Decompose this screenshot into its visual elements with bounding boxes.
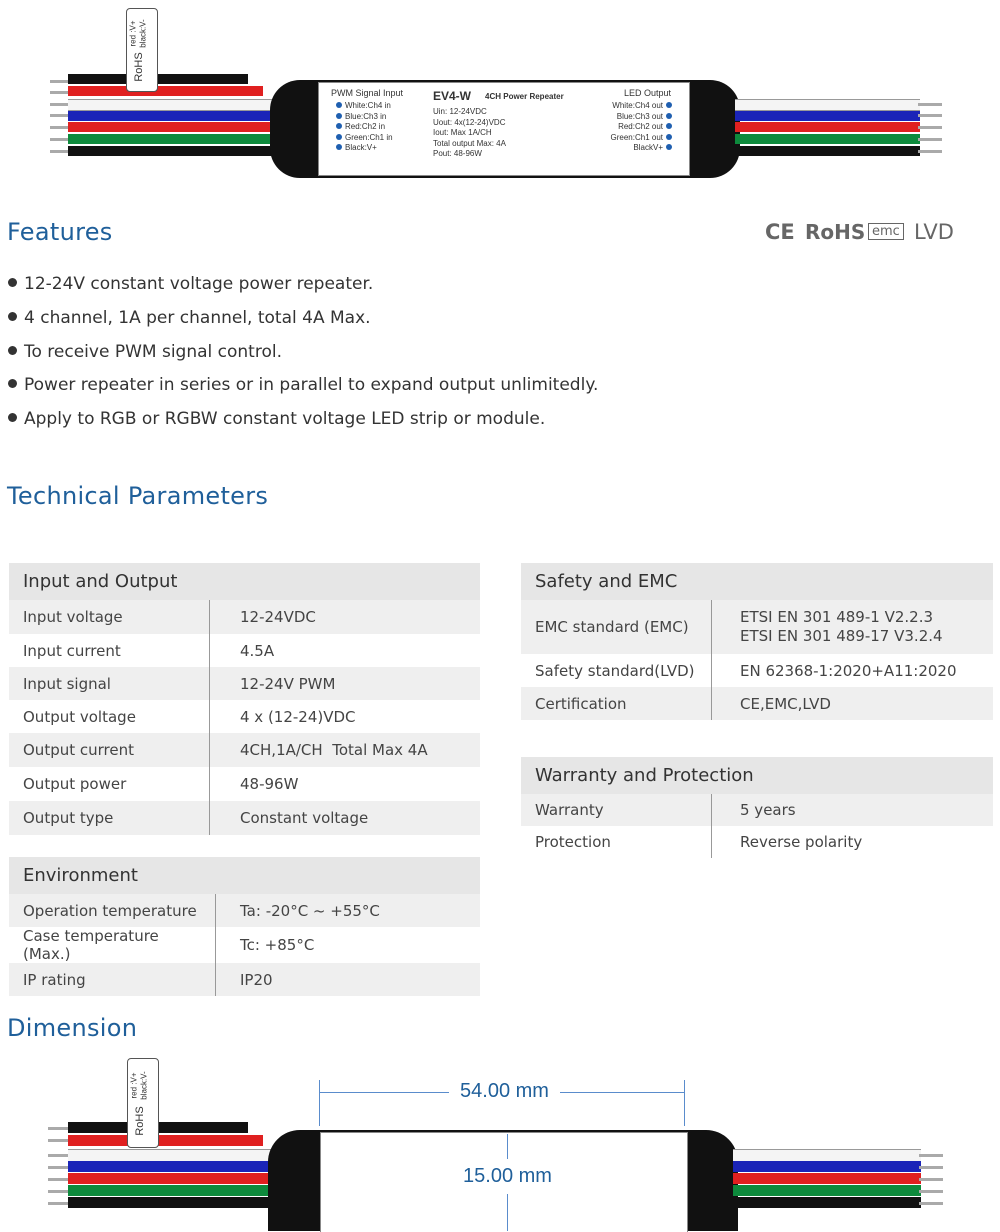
- input-title: PWM Signal Input: [331, 88, 404, 98]
- label-line: Red:Ch2 in: [333, 122, 393, 133]
- spec-line: Total output Max: 4A: [433, 138, 506, 148]
- bullet-icon: [8, 413, 17, 422]
- param-value: 5 years: [712, 794, 994, 826]
- length-label: 54.00 mm: [460, 1080, 549, 1102]
- blue-dot-icon: [336, 134, 342, 140]
- device-label: [318, 82, 690, 176]
- feature-item: Apply to RGB or RGBW constant voltage LED strip or module.: [8, 409, 545, 429]
- output-list: [611, 101, 675, 154]
- feature-item: Power repeater in series or in parallel to expand output unlimitedly.: [8, 375, 598, 395]
- table-header: Environment: [9, 857, 480, 894]
- safety-emc-table: [521, 563, 993, 720]
- param-key: Certification: [521, 687, 712, 720]
- feature-item: To receive PWM signal control.: [8, 342, 282, 362]
- param-key: Input voltage: [9, 600, 210, 634]
- bullet-icon: [8, 278, 17, 287]
- rohs-mark: RoHS: [805, 220, 866, 244]
- label-line: Black:V+: [333, 143, 393, 154]
- param-key: Output type: [9, 801, 210, 835]
- bullet-icon: [8, 379, 17, 388]
- warranty-table: [521, 757, 993, 858]
- param-value: Ta: -20°C ~ +55°C: [216, 894, 481, 927]
- table-header: Warranty and Protection: [521, 757, 993, 794]
- environment-table: [9, 857, 480, 996]
- width-dimension-line: [507, 1194, 508, 1231]
- length-dimension-line: [319, 1080, 320, 1126]
- feature-item: 4 channel, 1A per channel, total 4A Max.: [8, 308, 371, 328]
- blue-dot-icon: [666, 102, 672, 108]
- bullet-icon: [8, 346, 17, 355]
- param-value: 12-24V PWM: [210, 667, 481, 700]
- spec-line: Uin: 12-24VDC: [433, 107, 487, 116]
- dimension-title: Dimension: [7, 1014, 138, 1042]
- length-dimension-line: [560, 1092, 684, 1093]
- spec-list: [433, 107, 506, 160]
- width-label: 15.00 mm: [463, 1165, 552, 1187]
- blue-dot-icon: [336, 113, 342, 119]
- rohs-tag: [126, 8, 158, 92]
- rohs-tag-text: RoHS: [133, 52, 145, 82]
- blue-dot-icon: [666, 134, 672, 140]
- param-value: [712, 600, 994, 654]
- table-header: Safety and EMC: [521, 563, 993, 600]
- table-header: Input and Output: [9, 563, 480, 600]
- param-value: 4CH,1A/CH Total Max 4A: [210, 733, 481, 767]
- features-title: Features: [7, 218, 113, 246]
- param-value: CE,EMC,LVD: [712, 687, 994, 720]
- param-key: Output power: [9, 767, 210, 801]
- param-value: IP20: [216, 963, 481, 996]
- rohs-tag-black: black:V-: [139, 1071, 149, 1100]
- input-list: [333, 101, 393, 154]
- blue-dot-icon: [666, 113, 672, 119]
- rohs-tag-red: red :V+: [129, 1072, 139, 1099]
- param-value: Constant voltage: [210, 801, 481, 835]
- label-line: Green:Ch1 out: [611, 133, 675, 144]
- blue-dot-icon: [336, 123, 342, 129]
- blue-dot-icon: [666, 144, 672, 150]
- param-key: Protection: [521, 826, 712, 858]
- emc-standard-1: ETSI EN 301 489-1 V2.2.3: [740, 608, 934, 626]
- ce-mark: CE: [765, 220, 795, 244]
- param-key: Warranty: [521, 794, 712, 826]
- input-output-table: [9, 563, 480, 835]
- label-line: Blue:Ch3 in: [333, 112, 393, 123]
- dimension-illustration: [0, 1050, 1000, 1231]
- model-name: EV4-W: [433, 89, 472, 103]
- spec-line: Uout: 4x(12-24)VDC: [433, 117, 506, 127]
- param-key: Input signal: [9, 667, 210, 700]
- length-dimension-line: [319, 1092, 449, 1093]
- spec-line: Pout: 48-96W: [433, 149, 482, 159]
- param-key: IP rating: [9, 963, 216, 996]
- label-line: White:Ch4 out: [611, 101, 675, 112]
- blue-dot-icon: [336, 144, 342, 150]
- param-value: 4 x (12-24)VDC: [240, 707, 356, 726]
- label-line: Red:Ch2 out: [611, 122, 675, 133]
- label-line: Blue:Ch3 out: [611, 112, 675, 123]
- emc-mark: emc: [868, 223, 904, 240]
- param-value: 4.5A: [240, 641, 275, 660]
- param-key: EMC standard (EMC): [521, 600, 712, 654]
- label-line: White:Ch4 in: [333, 101, 393, 112]
- param-value: Reverse polarity: [740, 833, 863, 851]
- width-dimension-line: [507, 1134, 508, 1159]
- output-title: LED Output: [623, 88, 671, 98]
- rohs-tag-black: black:V-: [138, 19, 148, 48]
- param-key: Output voltage: [9, 700, 210, 733]
- param-key: Input current: [9, 634, 210, 667]
- rohs-tag-text: RoHS: [134, 1106, 146, 1136]
- emc-standard-2: ETSI EN 301 489-17 V3.2.4: [740, 627, 943, 645]
- technical-title: Technical Parameters: [7, 482, 269, 510]
- blue-dot-icon: [336, 102, 342, 108]
- param-value: Tc: +85°C: [240, 936, 315, 954]
- label-line: BlackV+: [611, 143, 675, 154]
- param-value: 12-24VDC: [210, 600, 481, 634]
- label-line: Green:Ch1 in: [333, 133, 393, 144]
- lvd-mark: LVD: [914, 220, 954, 244]
- model-subtitle: 4CH Power Repeater: [485, 92, 564, 101]
- rohs-tag-red: red :V+: [128, 20, 138, 47]
- param-key: Output current: [9, 733, 210, 767]
- feature-item: 12-24V constant voltage power repeater.: [8, 274, 373, 294]
- spec-line: Iout: Max 1A/CH: [433, 128, 492, 138]
- bullet-icon: [8, 312, 17, 321]
- param-value: 48-96W: [240, 775, 299, 793]
- rohs-tag: [127, 1058, 159, 1148]
- blue-dot-icon: [666, 123, 672, 129]
- top-device-illustration: [0, 0, 1000, 190]
- param-key: Case temperature (Max.): [9, 927, 216, 963]
- length-dimension-line: [684, 1080, 685, 1126]
- param-key: Operation temperature: [9, 894, 216, 927]
- param-key: Safety standard(LVD): [521, 654, 712, 687]
- param-value: EN 62368-1:2020+A11:2020: [740, 661, 957, 680]
